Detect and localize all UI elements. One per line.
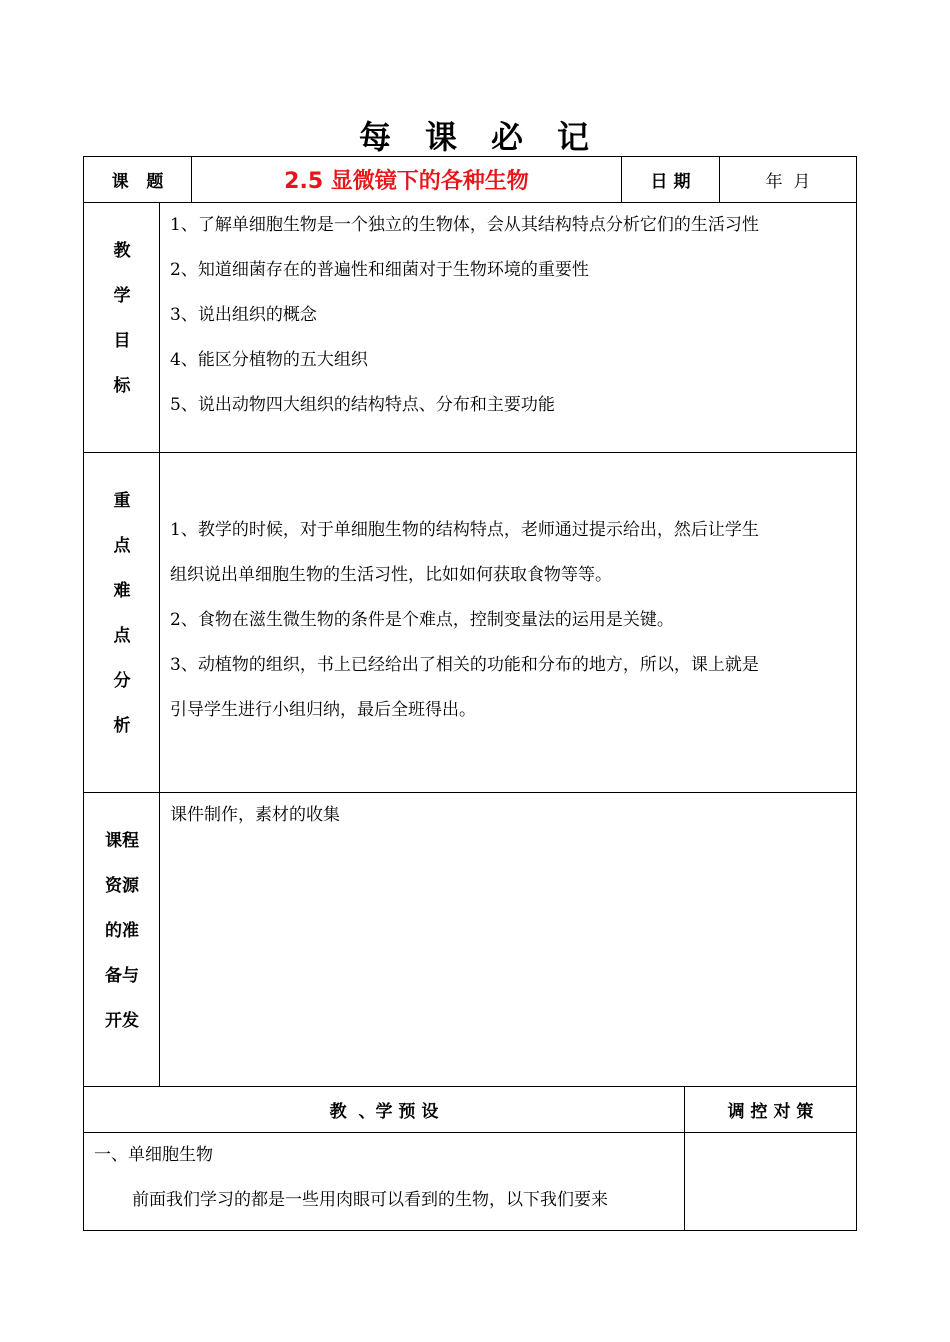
keypoint-line: 2、食物在滋生微生物的条件是个难点，控制变量法的运用是关键。 xyxy=(170,610,674,630)
keypoint-line: 引导学生进行小组归纳，最后全班得出。 xyxy=(170,700,476,720)
goals-label-cell xyxy=(84,203,160,453)
title-char: 必 xyxy=(491,118,526,156)
label-char: 目 xyxy=(113,331,131,351)
label-char: 标 xyxy=(113,376,131,396)
label-char: 学 xyxy=(113,286,131,306)
topic-label-cell xyxy=(84,157,192,203)
resources-content-cell xyxy=(160,793,857,1087)
goals-label xyxy=(84,229,160,409)
goal-item: 1、了解单细胞生物是一个独立的生物体，会从其结构特点分析它们的生活习性 xyxy=(170,215,759,235)
label-line: 的准 xyxy=(105,921,139,941)
title-char: 课 xyxy=(424,118,459,156)
date-label: 日 期 xyxy=(650,172,691,192)
label-char: 点 xyxy=(113,536,131,556)
label-char: 点 xyxy=(113,626,131,646)
goal-item: 3、说出组织的概念 xyxy=(170,305,317,325)
keypoints-label-cell xyxy=(84,453,160,793)
strategy-body-cell xyxy=(685,1133,857,1231)
strategy-header-cell xyxy=(685,1087,857,1133)
label-char: 分 xyxy=(113,671,131,691)
date-value-cell xyxy=(720,157,857,203)
teaching-body-cell xyxy=(84,1133,685,1231)
title-char: 记 xyxy=(557,118,592,156)
keypoint-line: 1、教学的时候，对于单细胞生物的结构特点，老师通过提示给出，然后让学生 xyxy=(170,520,759,540)
teaching-header: 教 、学 预 设 xyxy=(329,1102,439,1122)
lesson-table xyxy=(83,156,857,1231)
lesson-topic: 2.5 显微镜下的各种生物 xyxy=(284,169,529,194)
keypoint-line: 组织说出单细胞生物的生活习性，比如如何获取食物等等。 xyxy=(170,565,612,585)
keypoints-label xyxy=(84,479,160,749)
label-char: 教 xyxy=(113,241,131,261)
topic-value-cell xyxy=(192,157,622,203)
goals-content-cell xyxy=(160,203,857,453)
label-char: 重 xyxy=(113,491,131,511)
resources-label xyxy=(84,819,160,1044)
page-title xyxy=(0,112,950,158)
goal-item: 5、说出动物四大组织的结构特点、分布和主要功能 xyxy=(170,395,555,415)
label-line: 备与 xyxy=(105,966,139,986)
section-paragraph: 前面我们学习的都是一些用肉眼可以看到的生物，以下我们要来 xyxy=(132,1190,608,1210)
goal-item: 4、能区分植物的五大组织 xyxy=(170,350,368,370)
keypoint-line: 3、动植物的组织，书上已经给出了相关的功能和分布的地方，所以，课上就是 xyxy=(170,655,759,675)
strategy-header: 调 控 对 策 xyxy=(727,1102,814,1122)
label-line: 资源 xyxy=(105,876,139,896)
label-char: 难 xyxy=(113,581,131,601)
resources-text: 课件制作，素材的收集 xyxy=(170,805,340,825)
keypoints-content-cell xyxy=(160,453,857,793)
title-char: 每 xyxy=(358,118,393,156)
date-value: 年 月 xyxy=(765,172,811,192)
label-line: 开发 xyxy=(105,1011,139,1031)
topic-label: 课 题 xyxy=(111,172,164,192)
teaching-header-cell xyxy=(84,1087,685,1133)
goal-item: 2、知道细菌存在的普遍性和细菌对于生物环境的重要性 xyxy=(170,260,589,280)
label-char: 析 xyxy=(113,716,131,736)
label-line: 课程 xyxy=(105,831,139,851)
date-label-cell xyxy=(622,157,720,203)
section-heading: 一、单细胞生物 xyxy=(94,1145,213,1165)
resources-label-cell xyxy=(84,793,160,1087)
